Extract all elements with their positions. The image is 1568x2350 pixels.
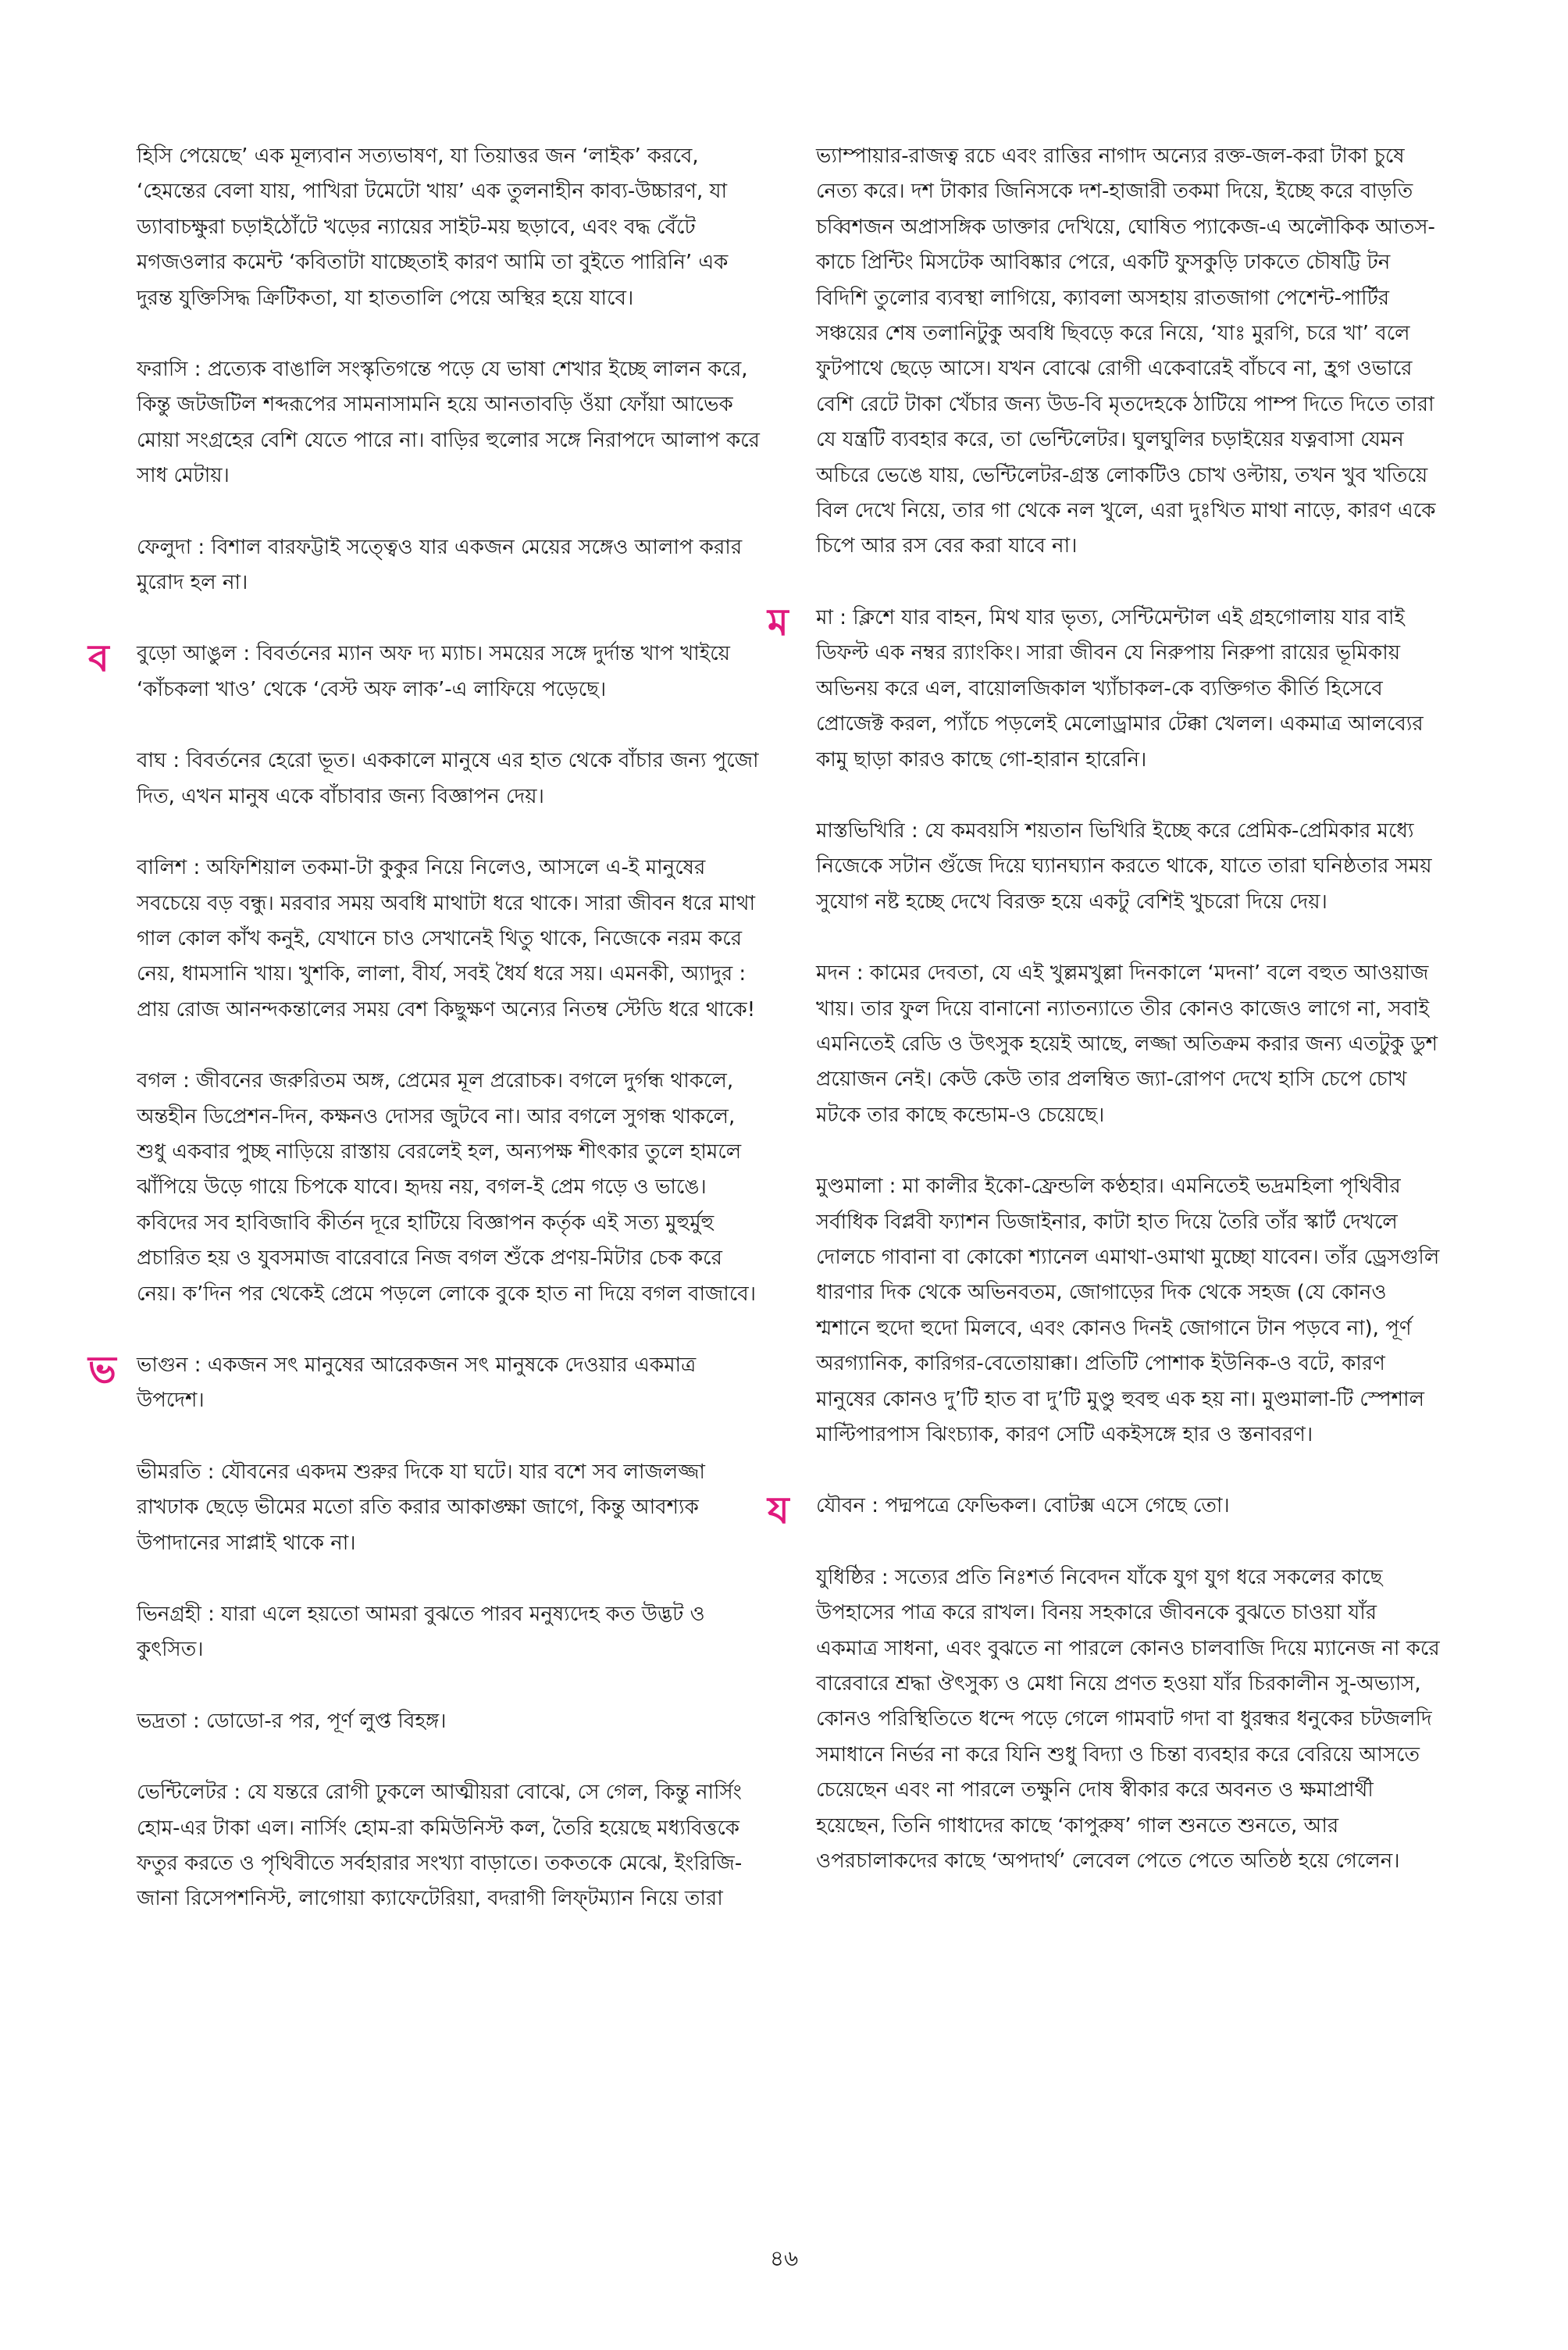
entry-text: মদন : কামের দেবতা, যে এই খুল্লমখুল্লা দিনকালে ‘মদনা’ বলে বহুত আওয়াজ খায়। তার ফুল দিয়ে বানানো ন্যাতন্যাতে তীর কোনও কাজেও লাগে না, সবাই এমনিতেই রেডি ও উৎসুক হয়েই আছে, লজ্জা অতিক্রম করার জন্য এতটুকু ডুশ প্রয়োজন নেই। কেউ কেউ তার প্রলম্বিত জ্যা-রোপণ দেখে হাসি চেপে চোখ মটকে তার কাছে কন্ডোম-ও চেয়েছে। <box>816 961 1438 1127</box>
entry-text: যুধিষ্ঠির : সত্যের প্রতি নিঃশর্ত নিবেদন যাঁকে যুগ যুগ ধরে সকলের কাছে উপহাসের পাত্র করে রাখল। বিনয় সহকারে জীবনকে বুঝতে চাওয়া যাঁর একমাত্র সাধনা, এবং বুঝতে না পারলে কোনও চালবাজি দিয়ে ম্যানেজ না করে বারেবারে শ্রদ্ধা ঔৎসুক্য ও মেধা নিয়ে প্রণত হওয়া যাঁর চিরকালীন সু-অভ্যাস, কোনও পরিস্থিতিতে ধন্দে পড়ে গেলে গামবাট গদা বা ধুরন্ধর ধনুকের চটজলদি সমাধানে নির্ভর না করে যিনি শুধু বিদ্যা ও চিন্তা ব্যবহার করে বেরিয়ে আসতে চেয়েছেন এবং না পারলে তক্ষুনি দোষ স্বীকার করে অবনত ও ক্ষমাপ্রার্থী হয়েছেন, তিনি গাধাদের কাছে ‘কাপুরুষ’ গাল শুনতে শুনতে, আর ওপরচালাকদের কাছে ‘অপদার্থ’ লেবেল পেতে পেতে অতিষ্ঠ হয়ে গেলেন। <box>816 1565 1440 1874</box>
glossary-entry <box>816 1169 1445 1453</box>
section-letter: য <box>768 1489 789 1533</box>
glossary-entry <box>88 1347 765 1419</box>
left-column <box>88 139 765 1953</box>
section-letter: ম <box>768 600 789 644</box>
entry-text: ভীমরতি : যৌবনের একদম শুরুর দিকে যা ঘটে। যার বশে সব লাজলজ্জা রাখঢাক ছেড়ে ভীমের মতো রতি করার আকাঙ্ক্ষা জাগে, কিন্তু আবশ্যক উপাদানের সাপ্লাই থাকে না। <box>137 1460 705 1555</box>
glossary-entry <box>137 1597 765 1668</box>
entry-text: মুণ্ডমালা : মা কালীর ইকো-ফ্রেন্ডলি কণ্ঠহার। এমনিতেই ভদ্রমহিলা পৃথিবীর সর্বাধিক বিপ্লবী ফ্যাশন ডিজাইনার, কাটা হাত দিয়ে তৈরি তাঁর স্কার্ট দেখলে দোলচে গাবানা বা কোকো শ্যানেল এমাথা-ওমাথা মুচ্ছো যাবেন। তাঁর ড্রেসগুলি ধারণার দিক থেকে অভিনবতম, জোগাড়ের দিক থেকে সহজ (যে কোনও শ্মশানে হুদো হুদো মিলবে, এবং কোনও দিনই জোগানে টান পড়বে না), পূর্ণ অরগ্যানিক, কারিগর-বেতোয়াক্কা। প্রতিটি পোশাক ইউনিক-ও বটে, কারণ মানুষের কোনও দু’টি হাত বা দু’টি মুণ্ডু হুবহু এক হয় না। মুণ্ডমালা-টি স্পেশাল মাল্টিপারপাস ঝিংচ্যাক, কারণ সেটি একইসঙ্গে হার ও স্তনাবরণ। <box>816 1175 1440 1446</box>
entry-text: ভিনগ্রহী : যারা এলে হয়তো আমরা বুঝতে পারব মনুষ্যদেহ কত উদ্ভট ও কুৎসিত। <box>137 1603 705 1662</box>
glossary-entry <box>816 1560 1445 1880</box>
glossary-entry-continued <box>816 139 1445 565</box>
entry-text: বালিশ : অফিশিয়াল তকমা-টা কুকুর নিয়ে নিলেও, আসলে এ-ই মানুষের সবচেয়ে বড় বন্ধু। মরবার সময় অবধি মাথাটা ধরে থাকে। সারা জীবন ধরে মাথা গাল কোল কাঁখ কনুই, যেখানে চাও সেখানেই থিতু থাকে, নিজেকে নরম করে নেয়, ধামসানি খায়। খুশকি, লালা, বীর্য, সবই ধৈর্য ধরে সয়। এমনকী, অ্যাদুর : প্রায় রোজ আনন্দকন্তালের সময় বেশ কিছুক্ষণ অন্যের নিতম্ব স্টেডি ধরে থাকে! <box>137 856 756 1022</box>
entry-text: মা : ক্লিশে যার বাহন, মিথ যার ভৃত্য, সেন্টিমেন্টাল এই গ্রহগোলায় যার বাই ডিফল্ট এক নম্বর র‍্যাংকিং। সারা জীবন যে নিরুপায় নিরুপা রায়ের ভূমিকায় অভিনয় করে এল, বায়োলজিকাল খ্যাঁচাকল-কে ব্যক্তিগত কীর্তি হিসেবে প্রোজেক্ট করল, প্যাঁচে পড়লেই মেলোড্রামার টেক্কা খেলল। একমাত্র আলব্যের কামু ছাড়া কারও কাছে গো-হারান হারেনি। <box>816 605 1424 772</box>
entry-text: বুড়ো আঙুল : বিবর্তনের ম্যান অফ দ্য ম্যাচ। সময়ের সঙ্গে দুর্দান্ত খাপ খাইয়ে ‘কাঁচকলা খাও’ থেকে ‘বেস্ট অফ লাক’-এ লাফিয়ে পড়েছে। <box>137 642 730 701</box>
glossary-entry <box>768 600 1445 778</box>
glossary-entry <box>137 850 765 1028</box>
glossary-entry <box>137 352 765 494</box>
section-letter: ব <box>88 637 109 681</box>
glossary-entry <box>816 956 1445 1133</box>
glossary-entry <box>768 1489 1445 1533</box>
glossary-entry <box>88 637 765 708</box>
entry-text: ভ্যাম্পায়ার-রাজত্ব রচে এবং রাত্তির নাগাদ অন্যের রক্ত-জল-করা টাকা চুষে নেত্য করে। দশ টাকার জিনিসকে দশ-হাজারী তকমা দিয়ে, ইচ্ছে করে বাড়তি চব্বিশজন অপ্রাসঙ্গিক ডাক্তার দেখিয়ে, ঘোষিত প্যাকেজ-এ অলৌকিক আতস-কাচে প্রিন্টিং মিসটেক আবিষ্কার পেরে, একটি ফুসকুড়ি ঢাকতে চৌষট্টি টন বিদিশি তুলোর ব্যবস্থা লাগিয়ে, ক্যাবলা অসহায় রাতজাগা পেশেন্ট-পার্টির সঞ্চয়ের শেষ তলানিটুকু অবধি ছিবড়ে করে নিয়ে, ‘যাঃ মুরগি, চরে খা’ বলে ফুটপাথে ছেড়ে আসে। যখন বোঝে রোগী একেবারেই বাঁচবে না, হ্রগ ওভারে বেশি রেটে টাকা খেঁচার জন্য উড-বি মৃতদেহকে ঠাটিয়ে পাম্প দিতে দিতে তারা যে যন্ত্রটি ব্যবহার করে, তা ভেন্টিলেটর। ঘুলঘুলির চড়াইয়ের যত্নবাসা যেমন অচিরে ভেঙে যায়, ভেন্টিলেটর-গ্রস্ত লোকটিও চোখ ওল্টায়, তখন খুব খতিয়ে বিল দেখে নিয়ে, তার গা থেকে নল খুলে, এরা দুঃখিত মাথা নাড়ে, কারণ একে চিপে আর রস বের করা যাবে না। <box>816 144 1436 558</box>
entry-text: মাস্তভিখিরি : যে কমবয়সি শয়তান ভিখিরি ইচ্ছে করে প্রেমিক-প্রেমিকার মধ্যে নিজেকে সটান গুঁজে দিয়ে ঘ্যানঘ্যান করতে থাকে, যাতে তারা ঘনিষ্ঠতার সময় সুযোগ নষ্ট হচ্ছে দেখে বিরক্ত হয়ে একটু বেশিই খুচরো দিয়ে দেয়। <box>816 818 1432 914</box>
right-column <box>768 139 1445 1915</box>
entry-text: বগল : জীবনের জরুরিতম অঙ্গ, প্রেমের মূল প্ররোচক। বগলে দুর্গন্ধ থাকলে, অন্তহীন ডিপ্রেশন-দিন, কক্ষনও দোসর জুটবে না। আর বগলে সুগন্ধ থাকলে, শুধু একবার পুচ্ছ নাড়িয়ে রাস্তায় বেরলেই হল, অন্যপক্ষ শীৎকার তুলে হামলে ঝাঁপিয়ে উড়ে গায়ে চিপকে যাবে। হৃদয় নয়, বগল-ই প্রেম গড়ে ও ভাঙে। কবিদের সব হাবিজাবি কীর্তন দূরে হাটিয়ে বিজ্ঞাপন কর্তৃক এই সত্য মুহুর্মুহু প্রচারিত হয় ও যুবসমাজ বারেবারে নিজ বগল শুঁকে প্রণয়-মিটার চেক করে নেয়। ক’দিন পর থেকেই প্রেমে পড়লে লোকে বুকে হাত না দিয়ে বগল বাজাবে। <box>137 1069 757 1306</box>
page-number: ৪৬ <box>769 2245 799 2271</box>
glossary-entry <box>137 1455 765 1561</box>
entry-text: ফরাসি : প্রত্যেক বাঙালি সংস্কৃতিগন্তে পড়ে যে ভাষা শেখার ইচ্ছে লালন করে, কিন্তু জটজটিল শব্দরূপের সামনাসামনি হয়ে আনতাবড়ি ওঁয়া ফোঁয়া আভেক মোয়া সংগ্রহের বেশি যেতে পারে না। বাড়ির হুলোর সঙ্গে নিরাপদে আলাপ করে সাধ মেটায়। <box>137 358 760 488</box>
entry-text: ফেলুদা : বিশাল বারফট্টাই সত্ত্বেও যার একজন মেয়ের সঙ্গেও আলাপ করার মুরোদ হল না। <box>137 535 743 595</box>
glossary-entry <box>137 530 765 601</box>
entry-text: হিসি পেয়েছে’ এক মূল্যবান সত্যভাষণ, যা তিয়াত্তর জন ‘লাইক’ করবে, ‘হেমন্তের বেলা যায়, পাখিরা টমেটো খায়’ এক তুলনাহীন কাব্য-উচ্চারণ, যা ড্যাবাচক্ষুরা চড়াইঠোঁটে খড়ের ন্যায়ের সাইট-ময় ছড়াবে, এবং বদ্ধ বেঁটে মগজওলার কমেন্ট ‘কবিতাটা যাচ্ছেতাই কারণ আমি তা বুইতে পারিনি’ এক দুরন্ত যুক্তিসিদ্ধ ক্রিটিকতা, যা হাততালি পেয়ে অস্থির হয়ে যাবে। <box>137 144 729 310</box>
glossary-entry <box>137 744 765 815</box>
glossary-entry <box>137 1064 765 1312</box>
entry-text: ভাগুন : একজন সৎ মানুষের আরেকজন সৎ মানুষকে দেওয়ার একমাত্র উপদেশ। <box>137 1353 697 1413</box>
entry-text: বাঘ : বিবর্তনের হেরো ভূত। এককালে মানুষে এর হাত থেকে বাঁচার জন্য পুজো দিত, এখন মানুষ একে বাঁচাবার জন্য বিজ্ঞাপন দেয়। <box>137 749 759 808</box>
glossary-entry <box>816 814 1445 920</box>
glossary-entry-continued <box>137 139 765 316</box>
entry-text: ভদ্রতা : ডোডো-র পর, পূর্ণ লুপ্ত বিহঙ্গ। <box>137 1709 447 1733</box>
entry-text: যৌবন : পদ্মপত্রে ফেভিকল। বোটক্স এসে গেছে তো। <box>816 1494 1230 1518</box>
entry-text: ভেন্টিলেটর : যে যন্তরে রোগী ঢুকলে আত্মীয়রা বোঝে, সে গেল, কিন্তু নার্সিং হোম-এর টাকা এল। নার্সিং হোম-রা কমিউনিস্ট কল, তৈরি হয়েছে মধ্যবিত্তকে ফতুর করতে ও পৃথিবীতে সর্বহারার সংখ্যা বাড়াতে। তকতকে মেঝে, ইংরিজি-জানা রিসেপশনিস্ট, লাগোয়া ক্যাফেটেরিয়া, বদরাগী লিফ্‌টম্যান নিয়ে তারা <box>137 1781 743 1911</box>
glossary-entry <box>137 1704 765 1739</box>
glossary-entry <box>137 1775 765 1917</box>
section-letter: ভ <box>88 1347 116 1392</box>
